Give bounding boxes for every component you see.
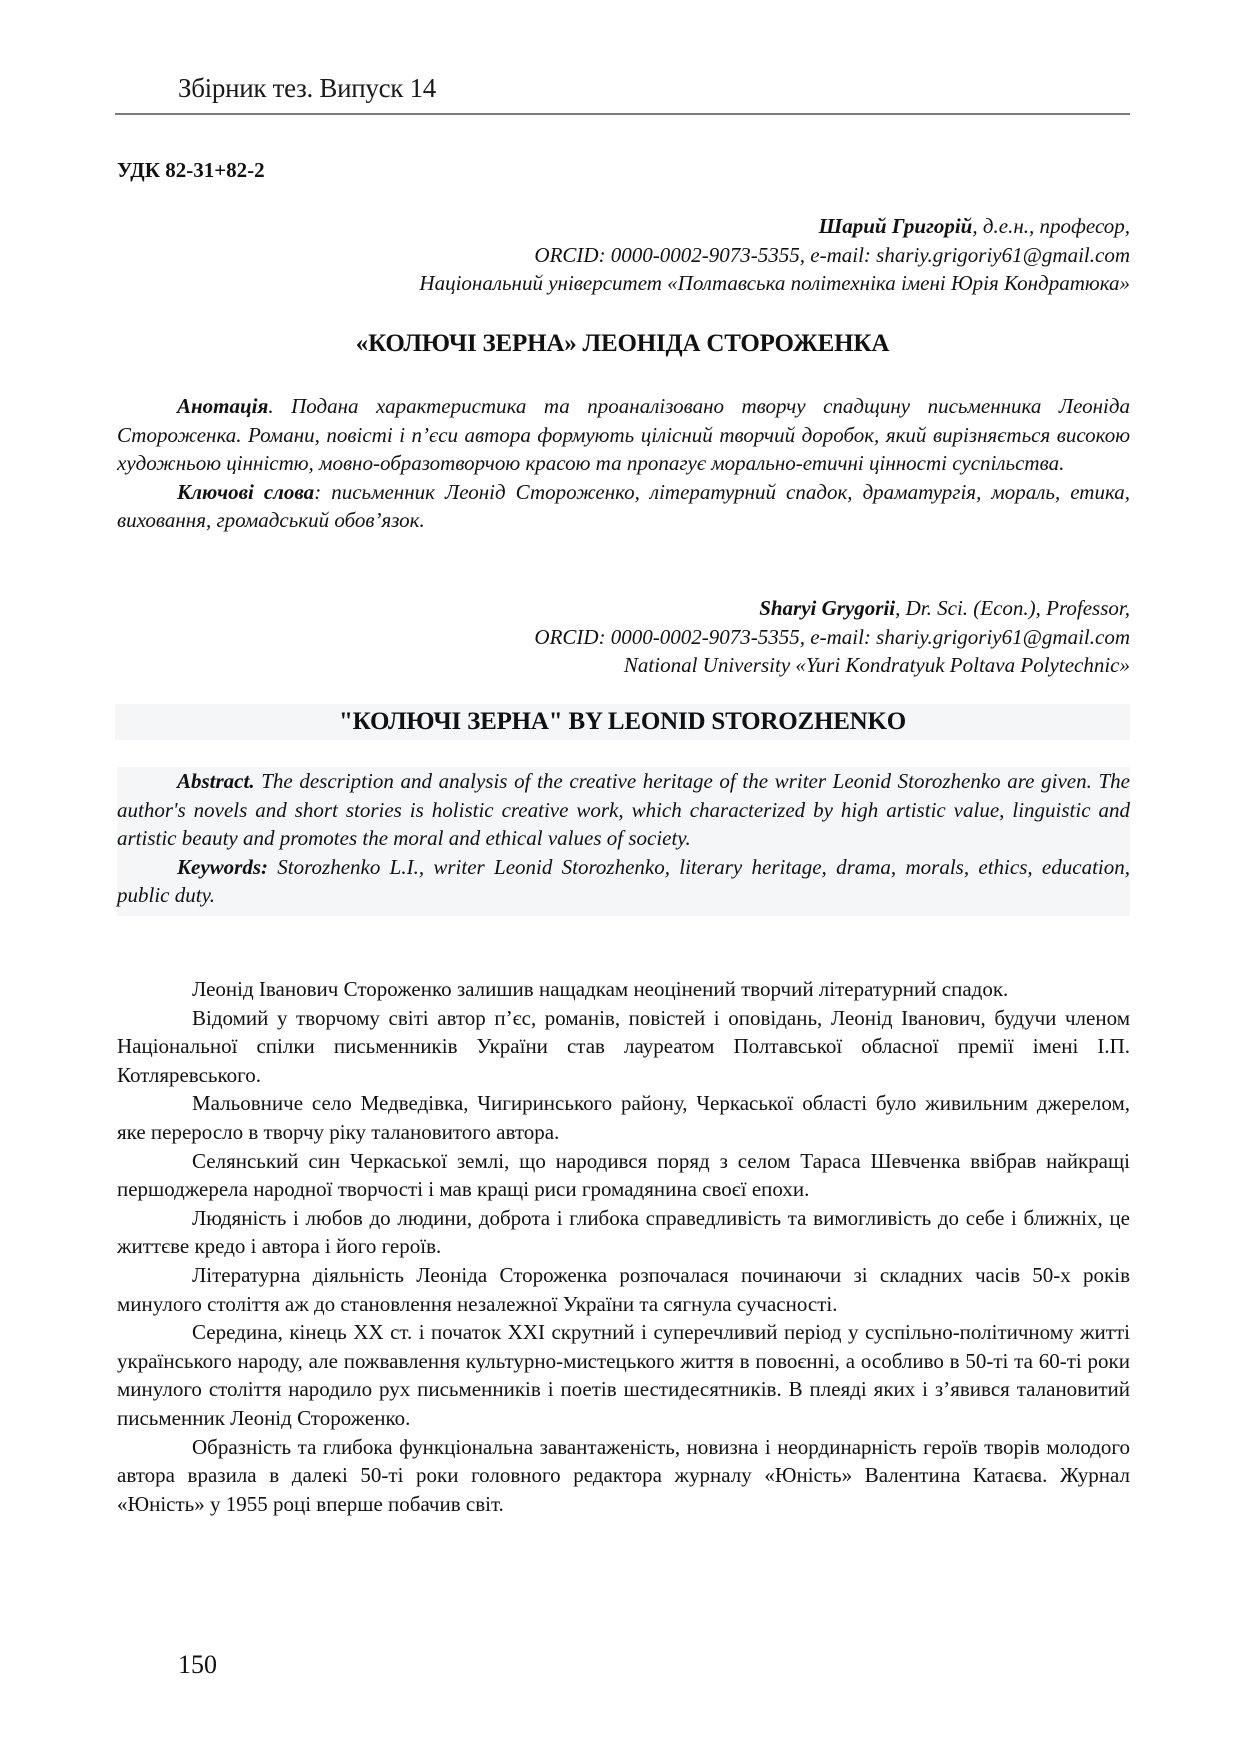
author-block-ukrainian	[130, 212, 1130, 298]
running-header-title: Збірник тез. Випуск 14	[178, 73, 436, 103]
body-paragraph: Середина, кінець XX ст. і початок XXI скрутний і суперечливий період у суспільно-політичному житті українського народу, але пожвавлення культурно-мистецького життя в повоєнні, а особливо в 50-ті та 60-ті роки минулого століття народило рух письменників і поетів шестидесятників. В плеяді яких і з’явився талановитий письменник Леонід Стороженко.	[117, 1320, 1130, 1430]
author-block-english	[130, 594, 1130, 680]
article-title-english: "КОЛЮЧІ ЗЕРНА" BY LEONID STOROZHENKO	[115, 704, 1130, 740]
abstract-label: Abstract.	[177, 769, 255, 793]
abstract-paragraph	[117, 767, 1130, 853]
body-paragraph: Селянський син Черкаської землі, що народився поряд з селом Тараса Шевченка ввібрав найкращі першоджерела народної творчості і мав кращі риси громадянина своєї епохи.	[117, 1148, 1130, 1202]
abstract-label: Анотація	[177, 394, 269, 418]
page-number: 150	[178, 1650, 217, 1679]
abstract-ukrainian	[117, 392, 1130, 535]
keywords-paragraph	[117, 853, 1130, 910]
author-orcid-email: ORCID: 0000-0002-9073-5355, e-mail: shariy.grigoriy61@gmail.com	[534, 624, 1130, 649]
author-name: Шарий Григорій	[818, 214, 973, 238]
keywords-text: : письменник Леонід Стороженко, літературний спадок, драматургія, мораль, етика, виховання, громадський обов’язок.	[117, 479, 1130, 533]
article-body	[117, 975, 1130, 1518]
author-affiliation: National University «Yuri Kondratyuk Poltava Polytechnic»	[623, 653, 1130, 677]
author-affiliation: Національний університет «Полтавська політехніка імені Юрія Кондратюка»	[419, 271, 1130, 295]
body-paragraph: Відомий у творчому світі автор п’єс, романів, повістей і оповідань, Леонід Іванович, будучи членом Національної спілки письменників України став лауреатом Полтавської обласної премії імені І.П. Котляревського.	[117, 1005, 1130, 1087]
author-credentials: , д.е.н., професор,	[972, 214, 1130, 238]
body-paragraph: Літературна діяльність Леоніда Стороженка розпочалася починаючи зі складних часів 50-х років минулого століття аж до становлення незалежної України та сягнула сучасності.	[117, 1262, 1130, 1316]
article-title-ukrainian: «КОЛЮЧІ ЗЕРНА» ЛЕОНІДА СТОРОЖЕНКА	[355, 330, 890, 357]
abstract-text: . Подана характеристика та проаналізовано творчу спадщину письменника Леоніда Стороженка. Романи, повісті і п’єси автора формують цілісний творчий доробок, який вирізняється високою художньою цінністю, мовно-образотворчою красою та пропагує морально-етичні цінності суспільства.	[117, 394, 1130, 476]
author-name-line	[130, 594, 1130, 623]
keywords-label: Ключові слова	[177, 479, 315, 504]
author-credentials: , Dr. Sci. (Econ.), Professor,	[895, 596, 1130, 620]
udk-code: УДК 82-31+82-2	[117, 158, 265, 182]
abstract-paragraph	[117, 392, 1130, 478]
body-paragraph: Леонід Іванович Стороженко залишив нащадкам неоцінений творчий літературний спадок.	[192, 977, 1009, 1001]
keywords-paragraph	[117, 478, 1130, 535]
author-name: Sharyi Grygorii	[759, 596, 896, 620]
body-paragraph: Образність та глибока функціональна завантаженість, новизна і неординарність героїв творів молодого автора вразила в далекі 50-ті роки головного редактора журналу «Юність» Валентина Катаєва. Журнал «Юність» у 1955 році вперше побачив світ.	[117, 1434, 1130, 1516]
abstract-english	[117, 767, 1130, 916]
keywords-label: Keywords:	[177, 854, 268, 879]
header-divider	[115, 113, 1130, 115]
author-name-line	[130, 212, 1130, 241]
body-paragraph: Мальовниче село Медведівка, Чигиринського району, Черкаської області було живильним джерелом, яке переросло в творчу ріку талановитого автора.	[117, 1091, 1130, 1144]
body-paragraph: Людяність і любов до людини, доброта і глибока справедливість та вимогливість до себе і ближніх, це життєве кредо і автора і його героїв.	[117, 1205, 1130, 1259]
keywords-text: Storozhenko L.I., writer Leonid Storozhenko, literary heritage, drama, morals, ethics, education, public duty.	[117, 854, 1130, 908]
author-orcid-email: ORCID: 0000-0002-9073-5355, e-mail: shariy.grigoriy61@gmail.com	[534, 242, 1130, 267]
abstract-text: The description and analysis of the creative heritage of the writer Leonid Storozhenko are given. The author's novels and short stories is holistic creative work, which characterized by high artistic value, linguistic and artistic beauty and promotes the moral and ethical values of society.	[117, 769, 1130, 851]
